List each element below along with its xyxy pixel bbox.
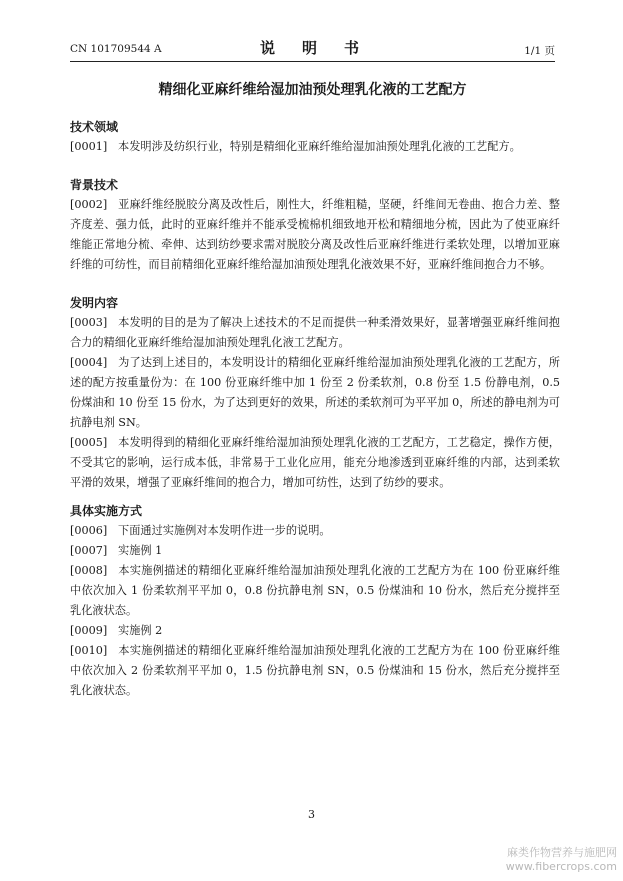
paragraph xyxy=(70,541,560,561)
section-heading-background: 背景技术 xyxy=(70,178,119,192)
section-heading-summary: 发明内容 xyxy=(70,296,119,310)
paragraph xyxy=(70,641,560,701)
paragraph xyxy=(70,433,560,493)
paragraph xyxy=(70,313,560,353)
paragraph-number: [0001] xyxy=(70,140,108,153)
paragraph xyxy=(70,195,560,275)
watermark-url: www.fibercrops.com xyxy=(505,860,617,873)
paragraph xyxy=(70,521,560,541)
paragraph-text: 本发明的目的是为了解决上述技术的不足而提供一种柔滑效果好，显著增强亚麻纤维间抱合力的精细化亚麻纤维给湿加油预处理乳化液工艺配方。 xyxy=(70,316,560,349)
paragraph-number: [0006] xyxy=(70,524,108,537)
paragraph-number: [0005] xyxy=(70,436,108,449)
watermark xyxy=(506,846,617,874)
paragraph-text: 实施例 2 xyxy=(118,624,163,637)
paragraph-text: 本发明得到的精细化亚麻纤维给湿加油预处理乳化液的工艺配方，工艺稳定，操作方便，不受其它的影响，运行成本低，非常易于工业化应用，能充分地渗透到亚麻纤维的内部，达到柔软平滑的效果，增强了亚麻纤维间的抱合力，增加可纺性，达到了纺纱的要求。 xyxy=(70,436,560,489)
paragraph-number: [0004] xyxy=(70,356,108,369)
paragraph-number: [0010] xyxy=(70,644,108,657)
paragraph-text: 下面通过实施例对本发明作进一步的说明。 xyxy=(118,524,331,537)
paragraph-number: [0008] xyxy=(70,564,108,577)
paragraph-number: [0003] xyxy=(70,316,108,329)
paragraph-text: 为了达到上述目的，本发明设计的精细化亚麻纤维给湿加油预处理乳化液的工艺配方，所述的配方按重量份为：在 100 份亚麻纤维中加 1 份至 2 份柔软剂，0.8 份至 1.5 份静电剂，0.5 份煤油和 10 份至 15 份水，为了达到更好的效果，所述的柔软剂可为平平加 0，所述的静电剂为可抗静电剂 SN。 xyxy=(70,356,560,429)
patent-title: 精细化亚麻纤维给湿加油预处理乳化液的工艺配方 xyxy=(158,82,467,98)
paragraph-text: 亚麻纤维经脱胶分离及改性后，刚性大，纤维粗糙，坚硬，纤维间无卷曲、抱合力差、整齐度差、强力低，此时的亚麻纤维并不能承受梳棉机细致地开松和精细地分梳，因此为了使亚麻纤维能正常地分梳、牵伸、达到纺纱要求需对脱胶分离及改性后亚麻纤维进行柔软处理，以增加亚麻纤维的可纺性，而目前精细化亚麻纤维给湿加油预处理乳化液效果不好，亚麻纤维间抱合力不够。 xyxy=(70,198,560,271)
paragraph-text: 本发明涉及纺织行业，特别是精细化亚麻纤维给湿加油预处理乳化液的工艺配方。 xyxy=(118,140,521,153)
watermark-site-name: 麻类作物营养与施肥网 xyxy=(507,846,617,859)
paragraph xyxy=(70,353,560,433)
section-heading-tech-field: 技术领域 xyxy=(70,120,119,134)
page-indicator: 1/1 页 xyxy=(524,45,555,57)
paragraph-text: 实施例 1 xyxy=(118,544,163,557)
paragraph-number: [0007] xyxy=(70,544,108,557)
document-type-title: 说 明 书 xyxy=(259,39,365,57)
publication-number: CN 101709544 A xyxy=(70,43,162,55)
paragraph xyxy=(70,621,560,641)
description-body xyxy=(70,117,560,701)
paragraph-text: 本实施例描述的精细化亚麻纤维给湿加油预处理乳化液的工艺配方为在 100 份亚麻纤维中依次加入 2 份柔软剂平平加 0，1.5 份抗静电剂 SN，0.5 份煤油和 15 份水，然后充分搅拌至乳化液状态。 xyxy=(70,644,560,697)
paragraph-number: [0002] xyxy=(70,198,108,211)
page-header xyxy=(70,35,555,62)
paragraph-number: [0009] xyxy=(70,624,108,637)
paragraph-text: 本实施例描述的精细化亚麻纤维给湿加油预处理乳化液的工艺配方为在 100 份亚麻纤维中依次加入 1 份柔软剂平平加 0，0.8 份抗静电剂 SN，0.5 份煤油和 10 份水，然后充分搅拌至乳化液状态。 xyxy=(70,564,560,617)
section-heading-embodiments: 具体实施方式 xyxy=(70,504,143,518)
paragraph xyxy=(70,137,560,157)
paragraph xyxy=(70,561,560,621)
page-number: 3 xyxy=(308,808,315,821)
